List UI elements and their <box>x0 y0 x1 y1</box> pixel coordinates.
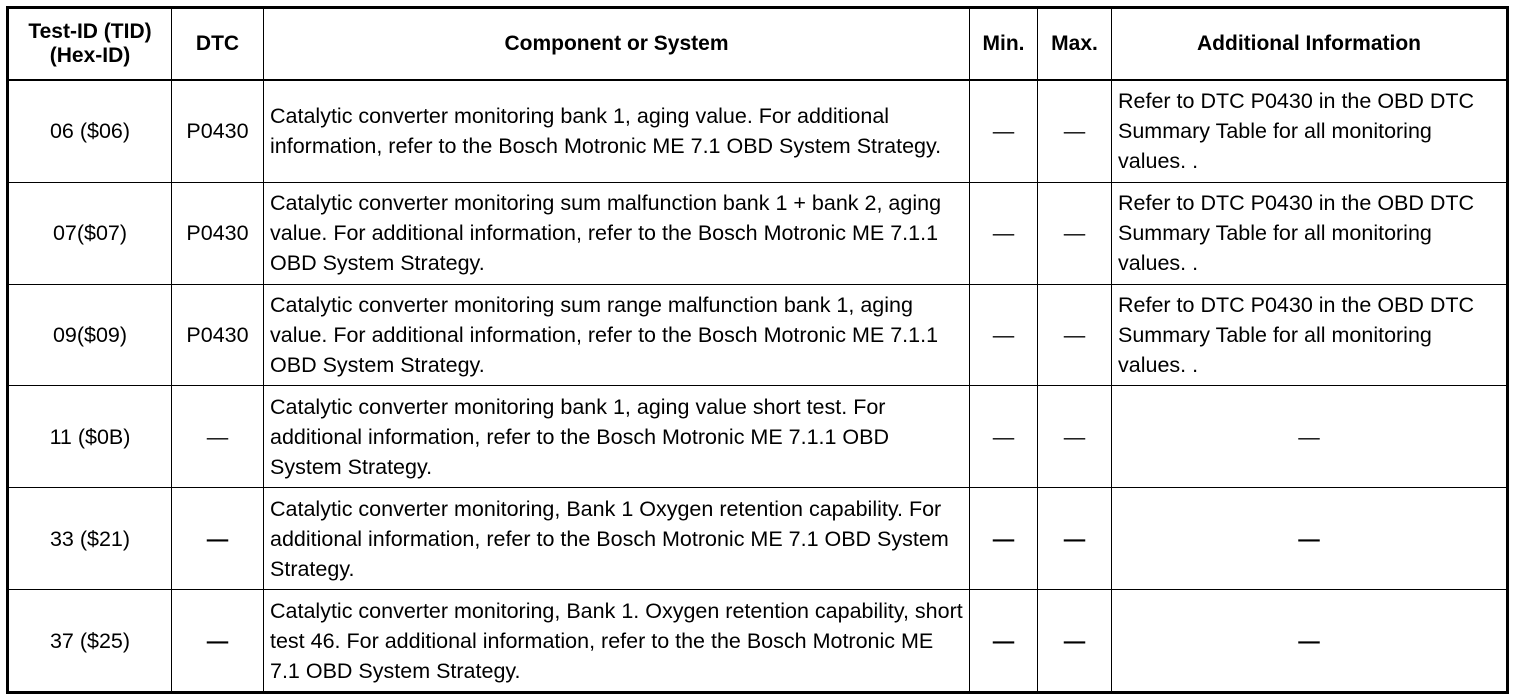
cell-tid: 37 ($25) <box>8 590 172 693</box>
cell-info: — <box>1112 488 1508 590</box>
table-row <box>8 590 1508 693</box>
cell-max: — <box>1038 80 1112 182</box>
cell-tid: 09($09) <box>8 284 172 386</box>
cell-info: Refer to DTC P0430 in the OBD DTC Summary Table for all monitoring values. . <box>1112 284 1508 386</box>
cell-tid: 11 ($0B) <box>8 386 172 488</box>
cell-info: Refer to DTC P0430 in the OBD DTC Summary Table for all monitoring values. . <box>1112 182 1508 284</box>
table-row <box>8 386 1508 488</box>
header-tid: Test-ID (TID) (Hex-ID) <box>8 8 172 81</box>
cell-max: — <box>1038 182 1112 284</box>
cell-component: Catalytic converter monitoring bank 1, aging value. For additional information, refer to the Bosch Motronic ME 7.1 OBD System Strategy. <box>264 80 970 182</box>
table-row <box>8 80 1508 182</box>
cell-min: — <box>970 386 1038 488</box>
cell-dtc: P0430 <box>172 80 264 182</box>
cell-min: — <box>970 182 1038 284</box>
cell-min: — <box>970 488 1038 590</box>
cell-info: — <box>1112 386 1508 488</box>
cell-component: Catalytic converter monitoring sum range malfunction bank 1, aging value. For additional information, refer to the Bosch Motronic ME 7.1.1 OBD System Strategy. <box>264 284 970 386</box>
cell-dtc: — <box>172 488 264 590</box>
cell-min: — <box>970 80 1038 182</box>
cell-dtc: P0430 <box>172 284 264 386</box>
cell-component: Catalytic converter monitoring, Bank 1. Oxygen retention capability, short test 46. For additional information, refer to the the Bosch Motronic ME 7.1 OBD System Strategy. <box>264 590 970 693</box>
table-row <box>8 182 1508 284</box>
header-row <box>8 8 1508 81</box>
cell-info: — <box>1112 590 1508 693</box>
header-max: Max. <box>1038 8 1112 81</box>
cell-min: — <box>970 590 1038 693</box>
cell-dtc: — <box>172 590 264 693</box>
cell-info: Refer to DTC P0430 in the OBD DTC Summary Table for all monitoring values. . <box>1112 80 1508 182</box>
cell-component: Catalytic converter monitoring, Bank 1 Oxygen retention capability. For additional information, refer to the Bosch Motronic ME 7.1 OBD System Strategy. <box>264 488 970 590</box>
cell-dtc: — <box>172 386 264 488</box>
table-row <box>8 488 1508 590</box>
cell-tid: 06 ($06) <box>8 80 172 182</box>
cell-tid: 33 ($21) <box>8 488 172 590</box>
cell-max: — <box>1038 284 1112 386</box>
cell-max: — <box>1038 488 1112 590</box>
cell-component: Catalytic converter monitoring bank 1, aging value short test. For additional information, refer to the Bosch Motronic ME 7.1.1 OBD System Strategy. <box>264 386 970 488</box>
cell-max: — <box>1038 590 1112 693</box>
obd-test-table <box>6 6 1509 694</box>
header-component: Component or System <box>264 8 970 81</box>
cell-min: — <box>970 284 1038 386</box>
table-row <box>8 284 1508 386</box>
cell-dtc: P0430 <box>172 182 264 284</box>
header-info: Additional Information <box>1112 8 1508 81</box>
cell-tid: 07($07) <box>8 182 172 284</box>
cell-component: Catalytic converter monitoring sum malfunction bank 1 + bank 2, aging value. For additional information, refer to the Bosch Motronic ME 7.1.1 OBD System Strategy. <box>264 182 970 284</box>
cell-max: — <box>1038 386 1112 488</box>
header-dtc: DTC <box>172 8 264 81</box>
header-min: Min. <box>970 8 1038 81</box>
